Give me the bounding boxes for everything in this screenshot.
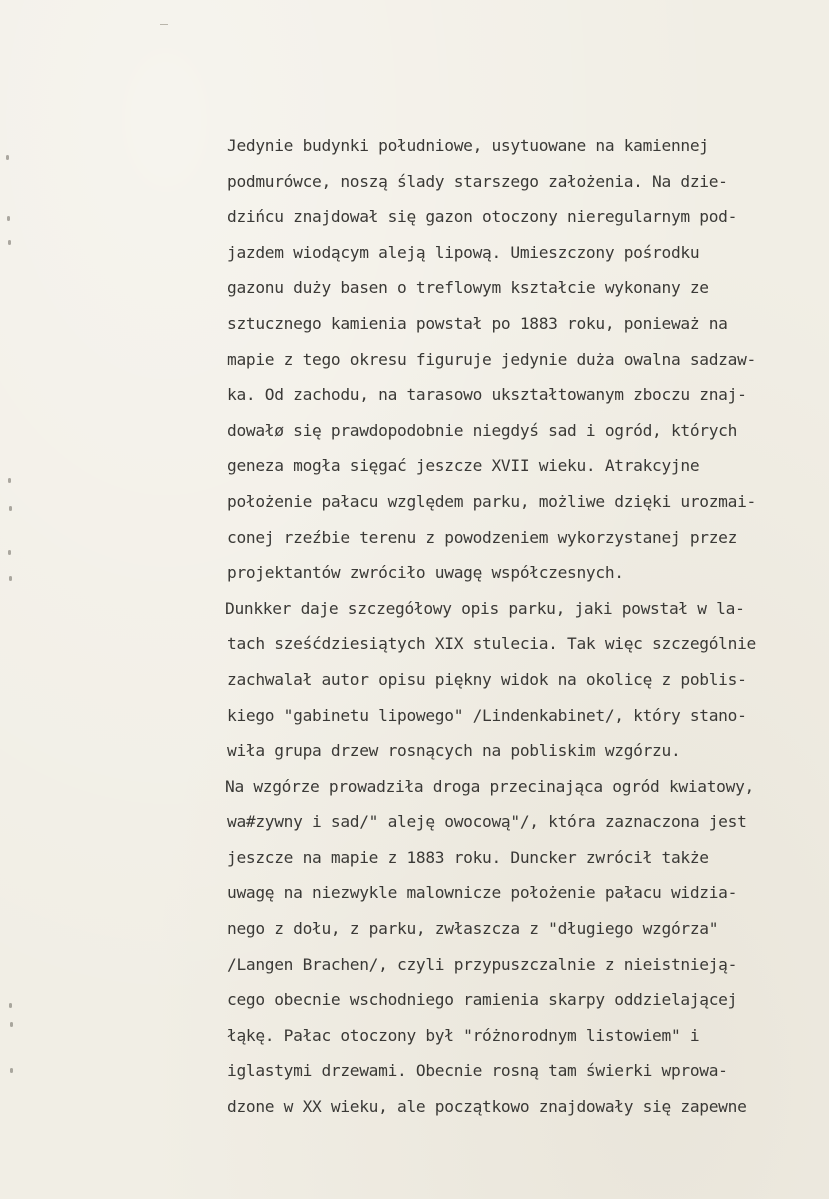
text-line: dzone w XX wieku, ale początkowo znajdowały się zapewne bbox=[227, 1097, 747, 1117]
text-line: gazonu duży basen o treflowym kształcie wykonany ze bbox=[227, 278, 709, 298]
text-line: położenie pałacu względem parku, możliwe dzięki urozmai- bbox=[227, 491, 756, 511]
binding-hole-mark bbox=[9, 506, 12, 511]
text-line: Na wzgórze prowadziła droga przecinająca ogród kwiatowy, bbox=[225, 776, 754, 796]
text-line: conej rzeźbie terenu z powodzeniem wykorzystanej przez bbox=[227, 527, 738, 547]
binding-hole-mark bbox=[8, 240, 11, 245]
binding-hole-mark bbox=[9, 1003, 12, 1008]
text-line: jeszcze na mapie z 1883 roku. Duncker zwrócił także bbox=[227, 847, 709, 867]
text-line: dowałø się prawdopodobnie niegdyś sad i ogród, których bbox=[227, 420, 738, 440]
text-line: uwagę na niezwykle malownicze położenie pałacu widzia- bbox=[227, 883, 738, 903]
binding-hole-mark bbox=[8, 550, 11, 555]
text-line: cego obecnie wschodniego ramienia skarpy oddzielającej bbox=[227, 990, 738, 1010]
text-line: ka. Od zachodu, na tarasowo ukształtowanym zboczu znaj- bbox=[227, 385, 747, 405]
binding-hole-mark bbox=[10, 1022, 13, 1027]
text-line: sztucznego kamienia powstał po 1883 roku, ponieważ na bbox=[227, 313, 728, 333]
text-line: dzińcu znajdował się gazon otoczony nieregularnym pod- bbox=[227, 207, 738, 227]
text-line: kiego "gabinetu lipowego" /Lindenkabinet/, który stano- bbox=[227, 705, 747, 725]
text-line: podmurówce, noszą ślady starszego założenia. Na dzie- bbox=[227, 171, 728, 191]
text-line: jazdem wiodącym aleją lipową. Umieszczony pośrodku bbox=[227, 242, 700, 262]
binding-hole-mark bbox=[10, 1068, 13, 1073]
text-line: zachwalał autor opisu piękny widok na okolicę z poblis- bbox=[227, 669, 747, 689]
paper-speck bbox=[160, 24, 168, 25]
text-line: mapie z tego okresu figuruje jedynie duża owalna sadzaw- bbox=[227, 349, 756, 369]
binding-hole-mark bbox=[9, 576, 12, 581]
text-line: wa#zywny i sad/" aleję owocową"/, która zaznaczona jest bbox=[227, 812, 747, 832]
text-line: wiła grupa drzew rosnących na pobliskim wzgórzu. bbox=[227, 741, 681, 761]
text-line: Dunkker daje szczegółowy opis parku, jaki powstał w la- bbox=[225, 598, 745, 618]
text-line: tach sześćdziesiątych XIX stulecia. Tak więc szczególnie bbox=[227, 634, 756, 654]
text-line: geneza mogła sięgać jeszcze XVII wieku. Atrakcyjne bbox=[227, 456, 700, 476]
text-line: nego z dołu, z parku, zwłaszcza z "długiego wzgórza" bbox=[227, 919, 719, 939]
text-line: iglastymi drzewami. Obecnie rosną tam świerki wprowa- bbox=[227, 1061, 728, 1081]
text-line: łąkę. Pałac otoczony był "różnorodnym listowiem" i bbox=[227, 1025, 700, 1045]
binding-hole-mark bbox=[8, 478, 11, 483]
binding-hole-mark bbox=[7, 216, 10, 221]
text-line: Jedynie budynki południowe, usytuowane na kamiennej bbox=[227, 136, 709, 155]
binding-hole-mark bbox=[6, 155, 9, 160]
typed-paragraph bbox=[227, 128, 827, 1125]
text-line: projektantów zwróciło uwagę współczesnych. bbox=[227, 563, 624, 583]
text-line: /Langen Brachen/, czyli przypuszczalnie z nieistnieją- bbox=[227, 954, 738, 974]
